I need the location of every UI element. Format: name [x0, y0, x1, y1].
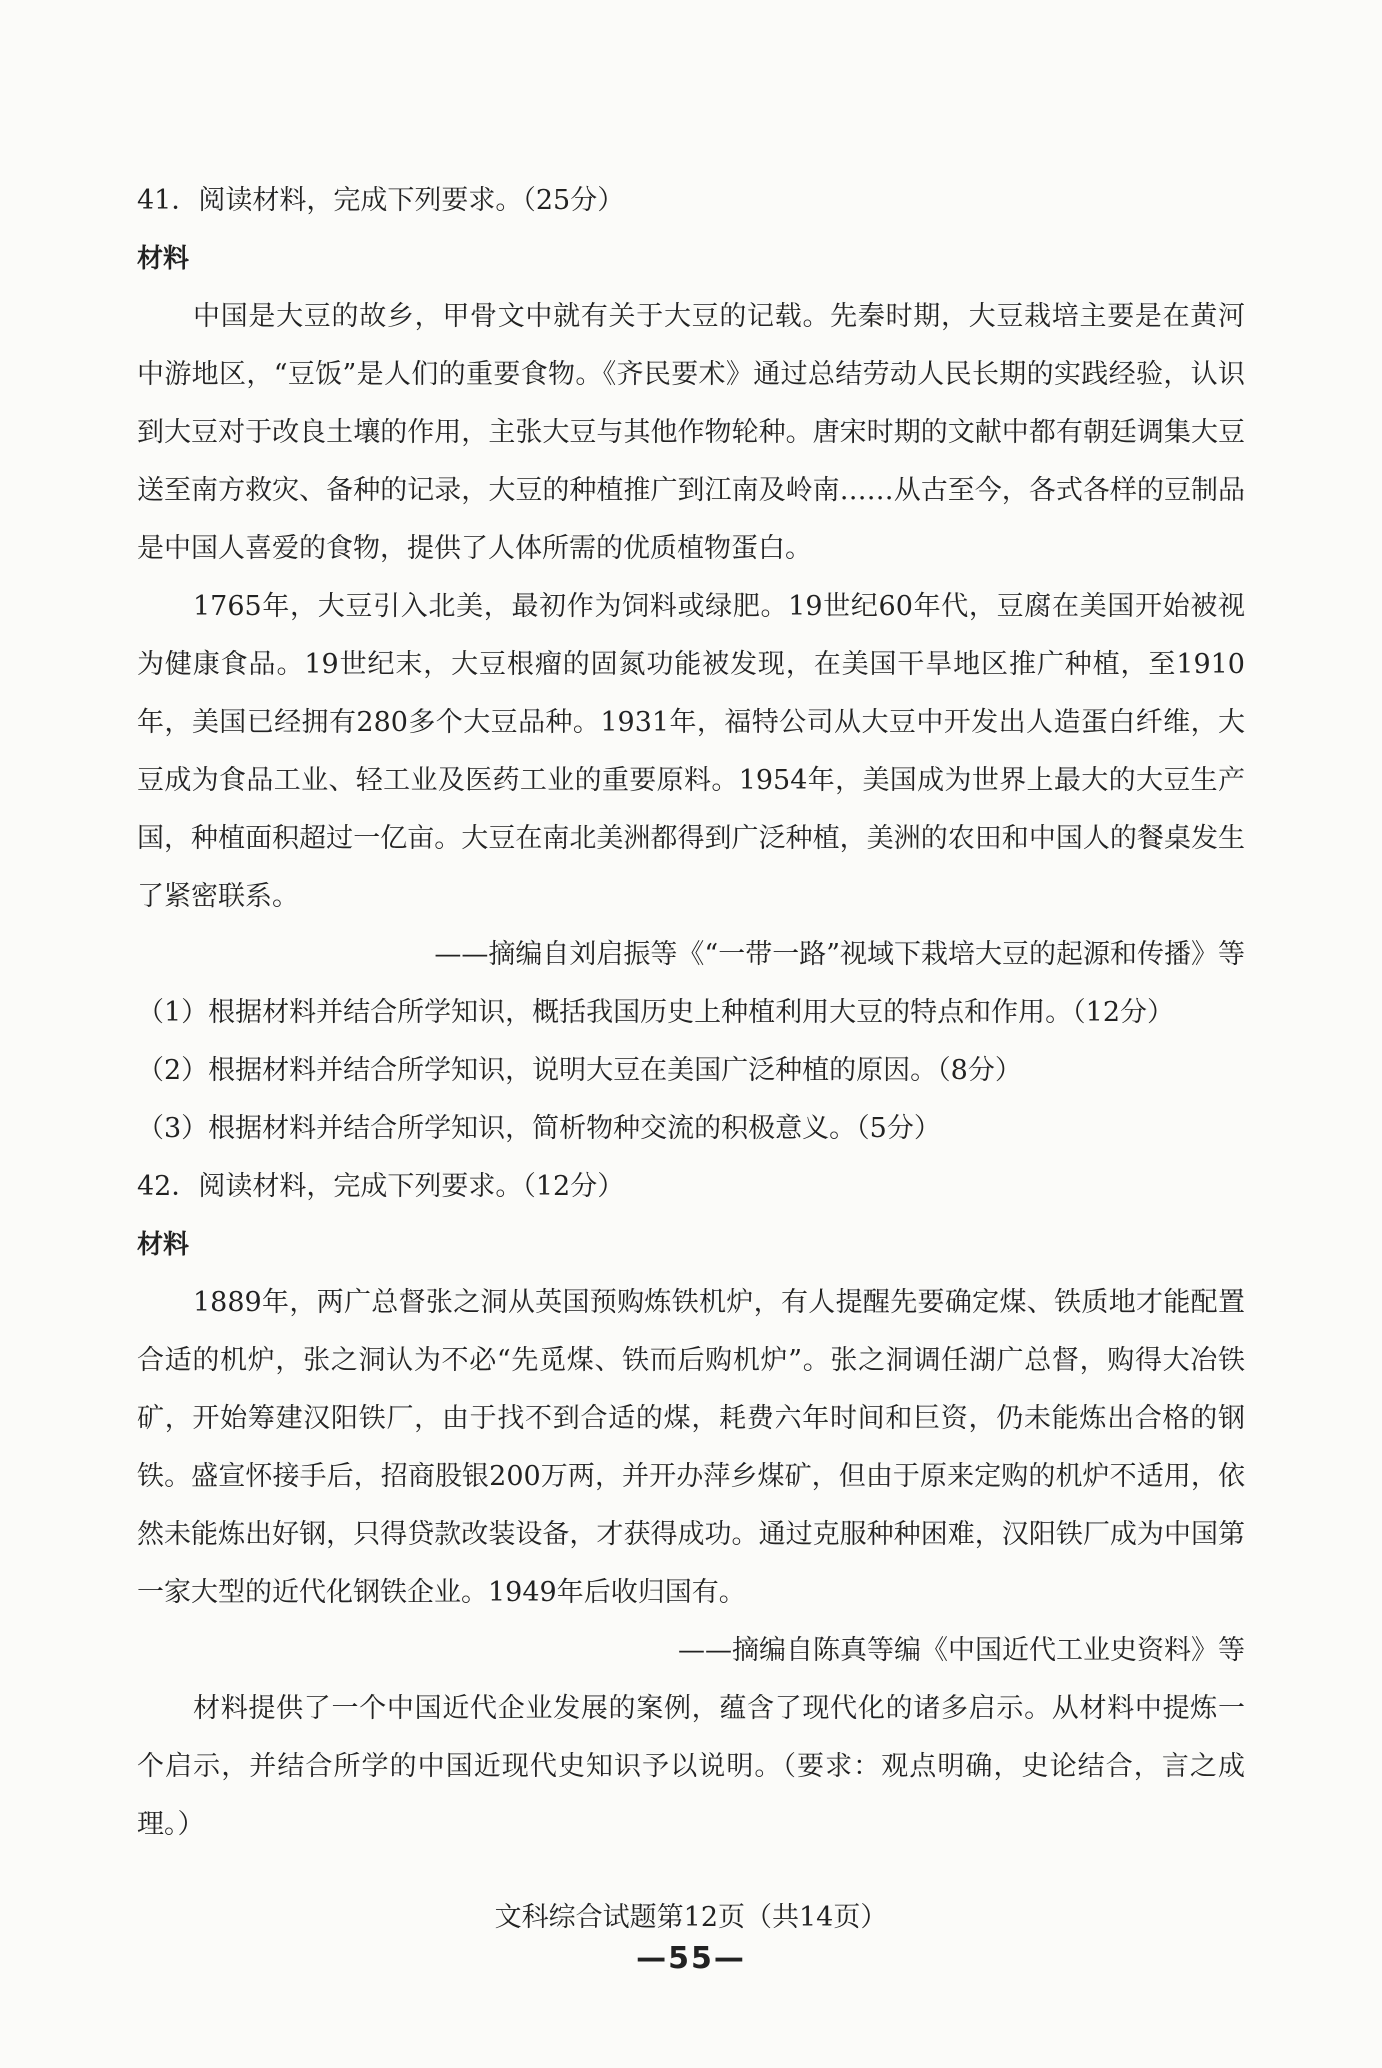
- q41-subquestion-1: （1）根据材料并结合所学知识，概括我国历史上种植利用大豆的特点和作用。（12分）: [137, 997, 1175, 1028]
- question-42-heading: 42．阅读材料，完成下列要求。（12分）: [137, 1171, 625, 1202]
- q42-task: 材料提供了一个中国近代企业发展的案例，蕴含了现代化的诸多启示。从材料中提炼一个启示，并结合所学的中国近现代史知识予以说明。（要求：观点明确，史论结合，言之成理。）: [137, 1693, 1245, 1840]
- q42-paragraph: 1889年，两广总督张之洞从英国预购炼铁机炉，有人提醒先要确定煤、铁质地才能配置合适的机炉，张之洞认为不必“先觅煤、铁而后购机炉”。张之洞调任湖广总督，购得大冶铁矿，开始筹建汉阳铁厂，由于找不到合适的煤，耗费六年时间和巨资，仍未能炼出合格的钢铁。盛宣怀接手后，招商股银200万两，并开办萍乡煤矿，但由于原来定购的机炉不适用，依然未能炼出好钢，只得贷款改装设备，才获得成功。通过克服种种困难，汉阳铁厂成为中国第一家大型的近代化钢铁企业。1949年后收归国有。: [137, 1287, 1245, 1608]
- q41-subquestion-3: （3）根据材料并结合所学知识，简析物种交流的积极意义。（5分）: [137, 1113, 941, 1144]
- page-content: [137, 172, 1245, 1854]
- q41-paragraph-1: 中国是大豆的故乡，甲骨文中就有关于大豆的记载。先秦时期，大豆栽培主要是在黄河中游地区，“豆饭”是人们的重要食物。《齐民要术》通过总结劳动人民长期的实践经验，认识到大豆对于改良土壤的作用，主张大豆与其他作物轮种。唐宋时期的文献中都有朝廷调集大豆送至南方救灾、备种的记录，大豆的种植推广到江南及岭南……从古至今，各式各样的豆制品是中国人喜爱的食物，提供了人体所需的优质植物蛋白。: [137, 301, 1245, 564]
- q41-paragraph-2: 1765年，大豆引入北美，最初作为饲料或绿肥。19世纪60年代，豆腐在美国开始被视为健康食品。19世纪末，大豆根瘤的固氮功能被发现，在美国干旱地区推广种植，至1910年，美国已经拥有280多个大豆品种。1931年，福特公司从大豆中开发出人造蛋白纤维，大豆成为食品工业、轻工业及医药工业的重要原料。1954年，美国成为世界上最大的大豆生产国，种植面积超过一亿亩。大豆在南北美洲都得到广泛种植，美洲的农田和中国人的餐桌发生了紧密联系。: [137, 591, 1245, 912]
- q41-source-citation: ——摘编自刘启振等《“一带一路”视域下栽培大豆的起源和传播》等: [434, 939, 1245, 970]
- q41-subquestion-2: （2）根据材料并结合所学知识，说明大豆在美国广泛种植的原因。（8分）: [137, 1055, 1022, 1086]
- question-41-heading: 41．阅读材料，完成下列要求。（25分）: [137, 185, 625, 216]
- q42-source-citation: ——摘编自陈真等编《中国近代工业史资料》等: [678, 1635, 1245, 1666]
- footer-page-number: —55—: [636, 1941, 746, 1976]
- footer-page-title: 文科综合试题第12页（共14页）: [494, 1902, 888, 1933]
- material-label: 材料: [137, 244, 190, 274]
- material-label: 材料: [137, 1230, 190, 1260]
